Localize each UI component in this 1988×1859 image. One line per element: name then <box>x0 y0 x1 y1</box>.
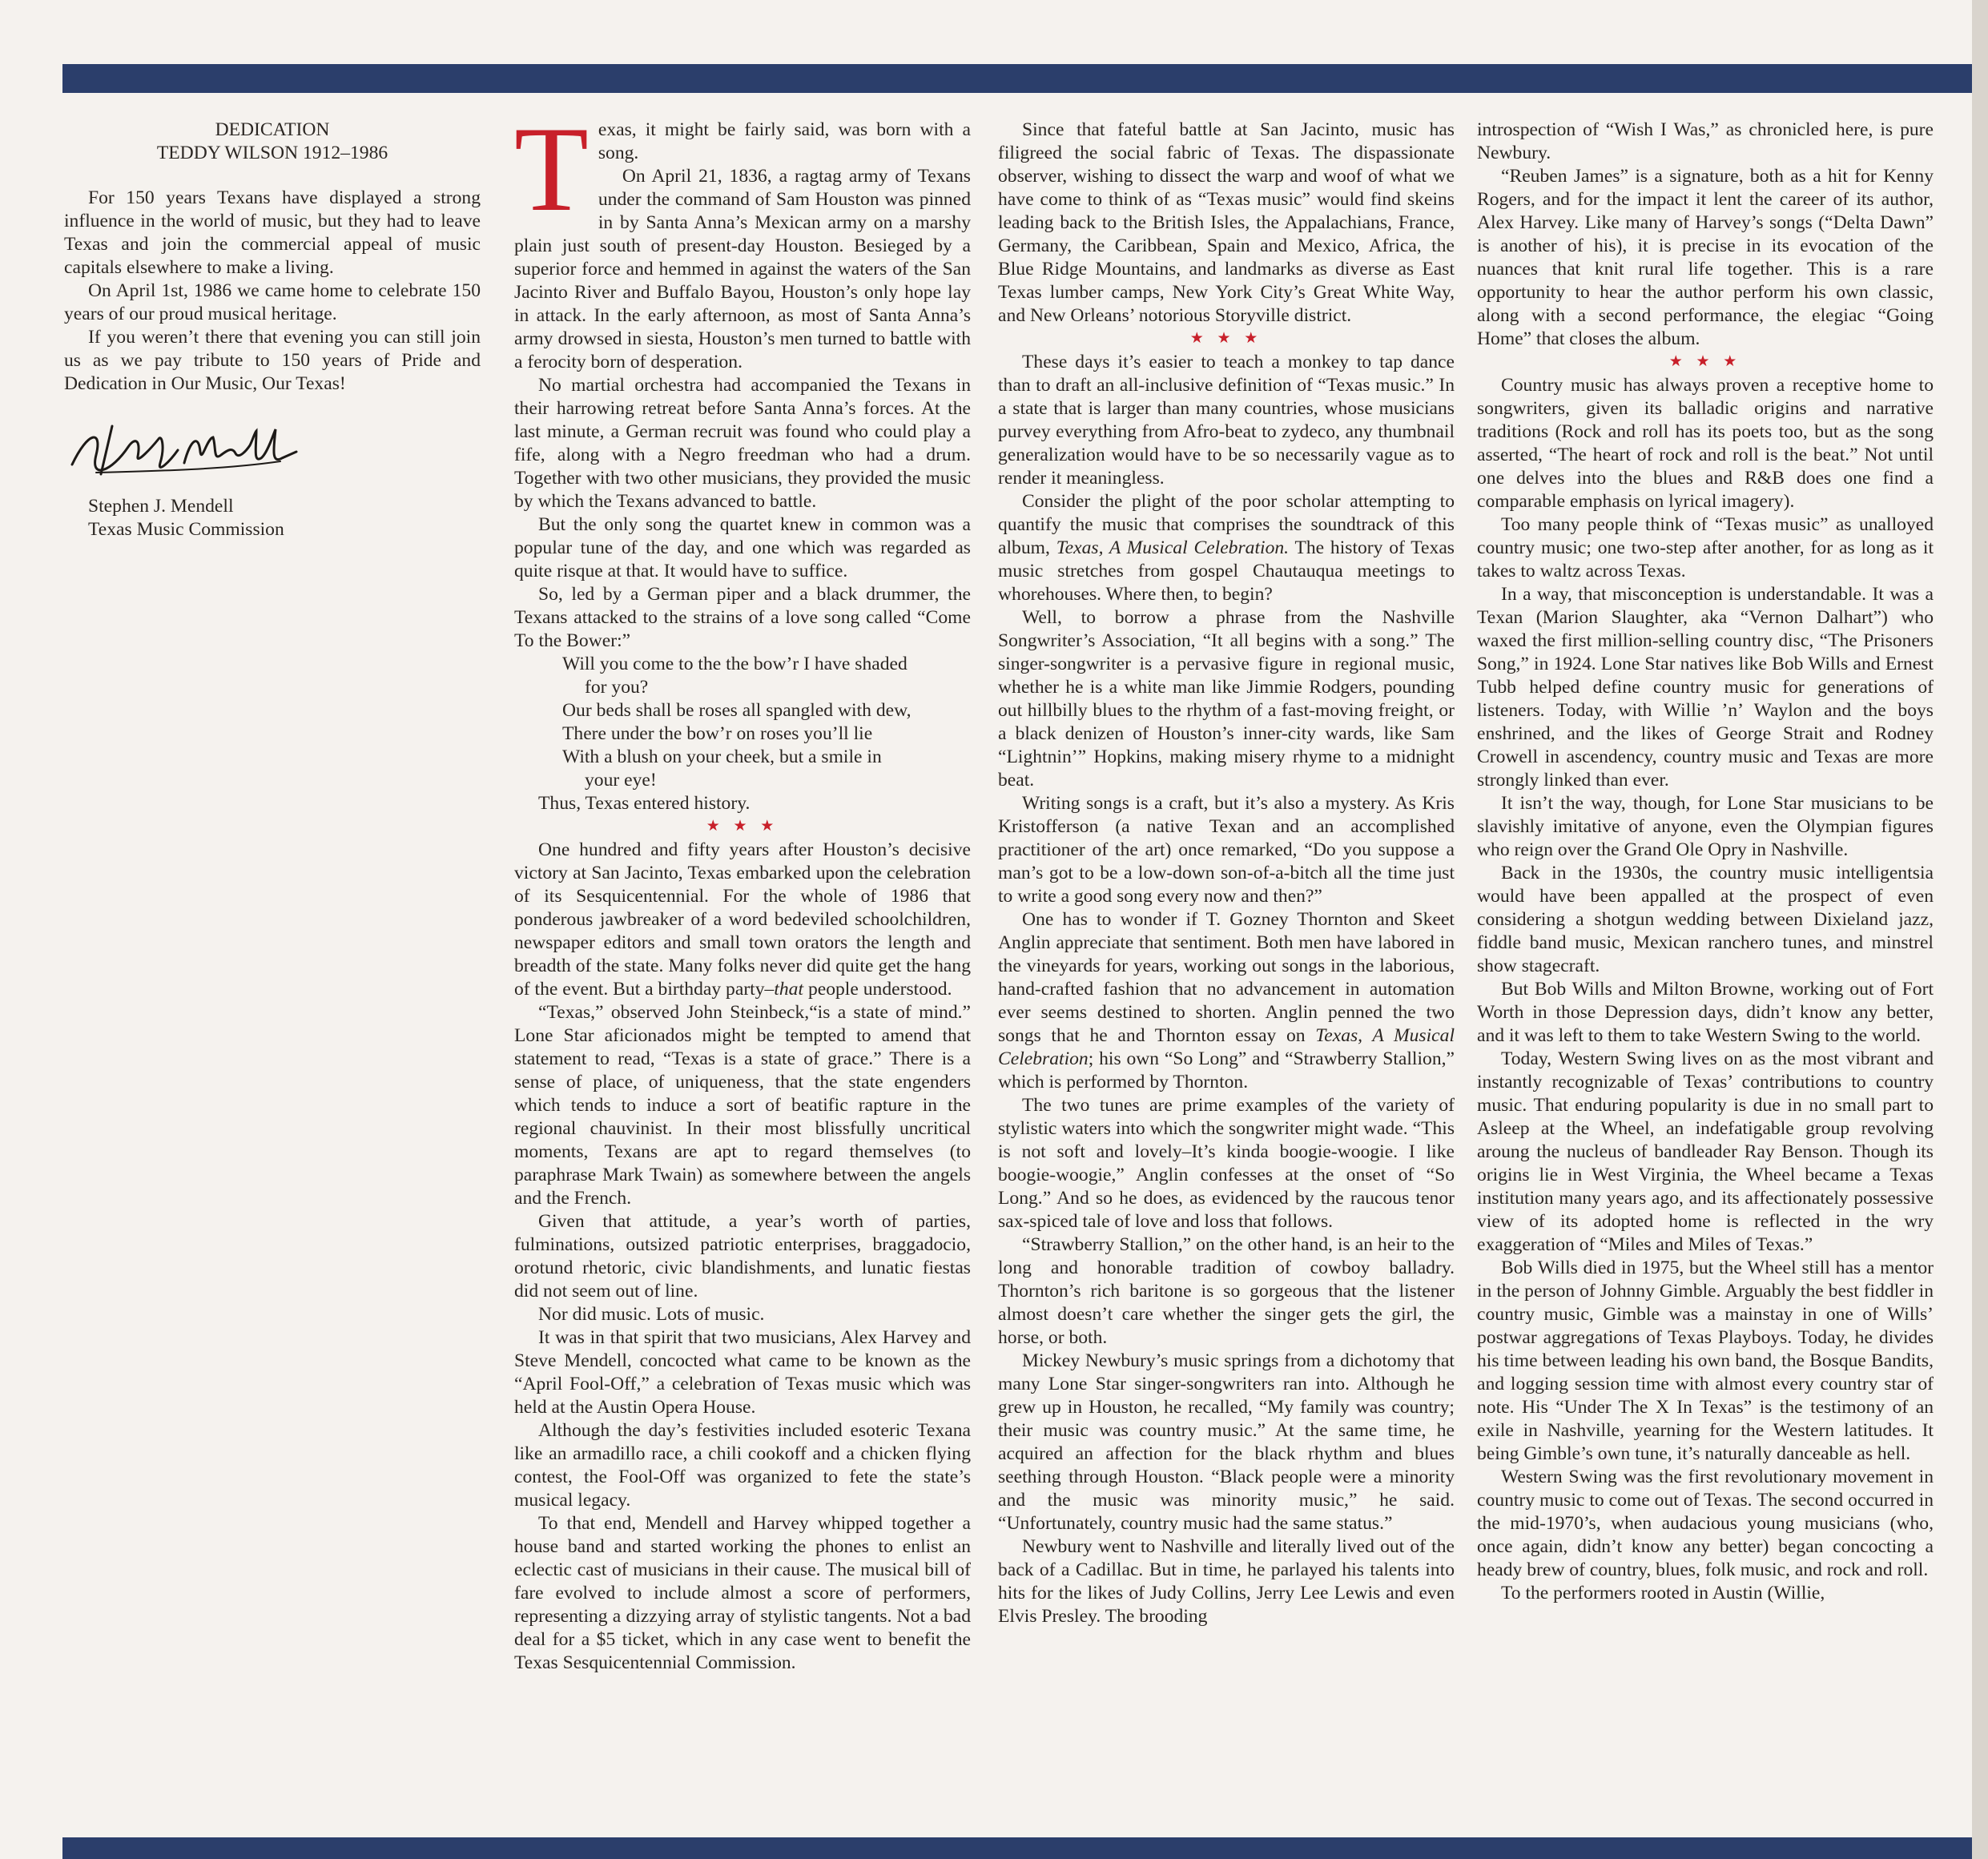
verse-line: for you? <box>585 677 649 698</box>
paragraph: Country music has always proven a receptive home to songwriters, given its balladic origins and narrative traditions (Rock and roll has its poets too, but as the song asserted, “The heart of rock and roll is the beat.” Not until one delves into the blues and R&B does one find a comparable emphasis on lyrical imagery). <box>1477 375 1934 512</box>
paragraph: It isn’t the way, though, for Lone Star musicians to be slavishly imitative of anyone, even the Olympian figures who reign over the Grand Ole Opry in Nashville. <box>1477 793 1934 860</box>
verse-line: Will you come to the the bow’r I have shaded <box>562 654 907 674</box>
paragraph: On April 21, 1836, a ragtag army of Texans under the command of Sam Houston was pinned in by Santa Anna’s Mexican army on a marshy plain just south of present-day Houston. Besieged by a superior force and hemmed in against the waters of the San Jacinto River and Buffalo Bayou, Houston’s only hope lay in attack. In the early afternoon, as most of Santa Anna’s army drowsed in siesta, Houston’s men turned to battle with a ferocity born of desperation. <box>514 166 971 372</box>
dedication-title: DEDICATION <box>215 119 330 140</box>
paragraph: These days it’s easier to teach a monkey to tap dance than to draft an all-inclusive definition of “Texas music.” In a state that is larger than many countries, whose musicians purvey everything from Afro-beat to zydeco, any thumbnail generalization would have to be so necessarily vague as to render it meaningless. <box>998 352 1455 489</box>
paragraph: One has to wonder if T. Gozney Thornton and Skeet Anglin appreciate that sentiment. Both men have labored in the vineyards for years, working out songs in the laborious, hand-crafted fashion that no advancement in automation ever seems destined to shorten. Anglin penned the two songs that he and Thornton essay on Texas, A Musical Celebration; his own “So Long” and “Strawberry Stallion,” which is performed by Thornton. <box>998 909 1455 1092</box>
drop-cap: T <box>514 102 589 236</box>
star-divider: ★ ★ ★ <box>1189 330 1263 347</box>
opening-paragraph: Texas, it might be fairly said, was born with a song. <box>514 102 971 236</box>
paragraph: Western Swing was the first revolutionary movement in country music to come out of Texas. The second occurred in the mid-1970’s, when audacious young musicians (who, once again, didn’t know any better) began concocting a heady brew of country, blues, folk music, and rock and roll. <box>1477 1467 1934 1580</box>
top-band <box>62 64 1988 93</box>
page-edge <box>1972 0 1988 1859</box>
paragraph: “Strawberry Stallion,” on the other hand, is an heir to the long and honorable tradition of cowboy balladry. Thornton’s rich baritone is so gorgeous that the listener almost doesn’t care whether the singer gets the girl, the horse, or both. <box>998 1234 1455 1348</box>
paragraph: Given that attitude, a year’s worth of parties, fulminations, outsized patriotic enterprises, braggadocio, orotund rhetoric, civic blandishments, and lunatic fiestas did not seem out of line. <box>514 1211 971 1302</box>
paragraph: introspection of “Wish I Was,” as chronicled here, is pure Newbury. <box>1477 119 1934 163</box>
verse-line: Our beds shall be roses all spangled with dew, <box>562 700 912 721</box>
signature-image <box>64 415 304 484</box>
paragraph: No martial orchestra had accompanied the Texans in their harrowing retreat before Santa Anna’s forces. At the last minute, a German recruit was found who could play a fife, along with a Negro freedman who had a drum. Together with two other musicians, they provided the music by which the Texans advanced to battle. <box>514 375 971 512</box>
paragraph: But the only song the quartet knew in common was a popular tune of the day, and one which was regarded as quite risque at that. It would have to suffice. <box>514 514 971 581</box>
dedication-column <box>64 119 481 541</box>
paragraph: “Texas,” observed John Steinbeck,“is a state of mind.” Lone Star aficionados might be tempted to amend that statement to read, “Texas is a state of grace.” There is a sense of place, of uniqueness, that the state engenders which tends to induce a sort of beatific rapture in the regional chauvinist. In their most blissfully uncritical moments, Texans are apt to regard themselves (to paraphrase Mark Twain) as somewhere between the angels and the French. <box>514 1002 971 1209</box>
paragraph: It was in that spirit that two musicians, Alex Harvey and Steve Mendell, concocted what came to be known as the “April Fool-Off,” a celebration of Texas music which was held at the Austin Opera House. <box>514 1327 971 1418</box>
dedication-subtitle: TEDDY WILSON 1912–1986 <box>156 143 388 163</box>
paragraph: So, led by a German piper and a black drummer, the Texans attacked to the strains of a love song called “Come To the Bower:” <box>514 584 971 651</box>
paragraph: Well, to borrow a phrase from the Nashville Songwriter’s Association, “It all begins with a song.” The singer-songwriter is a pervasive figure in regional music, whether he is a white man like Jimmie Rodgers, pounding out hillbilly blues to the rhythm of a fast-moving freight, or a black denizen of Houston’s inner-city wards, like Sam “Lightnin’” Hopkins, making misery rhyme to a midnight beat. <box>998 607 1455 791</box>
dedication-heading <box>64 119 481 165</box>
paragraph: Writing songs is a craft, but it’s also a mystery. As Kris Kristofferson (a native Texan and an accomplished practitioner of the art) once remarked, “Do you suppose a man’s got to be a low-down son-of-a-bitch all the time just to write a good song every now and then?” <box>998 793 1455 907</box>
paragraph: Too many people think of “Texas music” as unalloyed country music; one two-step after another, for as long as it takes to waltz across Texas. <box>1477 514 1934 581</box>
star-divider: ★ ★ ★ <box>1668 353 1742 370</box>
star-divider: ★ ★ ★ <box>706 818 779 835</box>
paragraph: The two tunes are prime examples of the variety of stylistic waters into which the songwriter might wade. “This is not soft and lovely–It’s kinda boogie-woogie. I like boogie-woogie,” Anglin confesses at the onset of “So Long.” And so he does, as evidenced by the raucous tenor sax-spiced tale of love and loss that follows. <box>998 1095 1455 1232</box>
paragraph: In a way, that misconception is understandable. It was a Texan (Marion Slaughter, aka “Vernon Dalhart”) who waxed the first million-selling country disc, “The Prisoners Song,” in 1924. Lone Star natives like Bob Wills and Ernest Tubb helped define country music for generations of listeners. Today, with Willie ’n’ Waylon and the boys enshrined, and the likes of George Strait and Rodney Crowell in ascendency, country music and Texas are more strongly linked than ever. <box>1477 584 1934 791</box>
paragraph: Thus, Texas entered history. <box>538 793 751 814</box>
bottom-band <box>62 1837 1988 1859</box>
paragraph: One hundred and fifty years after Houston’s decisive victory at San Jacinto, Texas embarked upon the celebration of its Sesquicentennial. For the whole of 1986 that ponderous jawbreaker of a word bedeviled schoolchildren, newspaper editors and small town orators the length and breadth of the state. Many folks never did quite get the hang of the event. But a birthday party–that people understood. <box>514 839 971 1000</box>
paragraph: To the performers rooted in Austin (Willie, <box>1501 1583 1825 1603</box>
paragraph: Consider the plight of the poor scholar attempting to quantify the music that comprises the soundtrack of this album, Texas, A Musical Celebration. The history of Texas music stretches from gospel Chautauqua meetings to whorehouses. Where then, to begin? <box>998 491 1455 605</box>
article-column-2 <box>998 119 1455 1628</box>
verse-line: your eye! <box>585 770 657 791</box>
paragraph: Newbury went to Nashville and literally lived out of the back of a Cadillac. But in time, he parlayed his talents into hits for the likes of Judy Collins, Jerry Lee Lewis and even Elvis Presley. The brooding <box>998 1536 1455 1627</box>
signer-name: Stephen J. Mendell <box>88 496 234 517</box>
verse-line: There under the bow’r on roses you’ll lie <box>562 723 873 744</box>
paragraph: To that end, Mendell and Harvey whipped together a house band and started working the phones to enlist an eclectic cast of musicians in their cause. The musical bill of fare evolved to include almost a score of performers, representing a dizzying array of stylistic tangents. Not a bad deal for a $5 ticket, which in any case went to benefit the Texas Sesquicentennial Commission. <box>514 1513 971 1673</box>
dedication-paragraph: For 150 years Texans have displayed a strong influence in the world of music, but they had to leave Texas and join the commercial appeal of music capitals elsewhere to make a living. <box>64 187 481 278</box>
article-column-1 <box>514 102 971 1675</box>
verse-line: With a blush on your cheek, but a smile in <box>562 746 882 767</box>
paragraph: Mickey Newbury’s music springs from a dichotomy that many Lone Star singer-songwriters ran into. Although he grew up in Houston, he recalled, “My family was country; their music was country music.” At the same time, he acquired an affection for the black rhythm and blues seething through Houston. “Black people were a minority and the music was minority music,” he said. “Unfortunately, country music had the same status.” <box>998 1350 1455 1534</box>
article-column-3 <box>1477 119 1934 1605</box>
dedication-paragraph: If you weren’t there that evening you can still join us as we pay tribute to 150 years of Pride and Dedication in Our Music, Our Texas! <box>64 327 481 394</box>
paragraph: But Bob Wills and Milton Browne, working out of Fort Worth in those Depression days, didn’t know any better, and it was left to them to take Western Swing to the world. <box>1477 979 1934 1046</box>
paragraph: Back in the 1930s, the country music intelligentsia would have been appalled at the prospect of even considering a shotgun wedding between Dixieland jazz, fiddle band music, Mexican ranchero tunes, and minstrel show stagecraft. <box>1477 863 1934 976</box>
song-verse <box>562 653 971 792</box>
paragraph: Today, Western Swing lives on as the most vibrant and instantly recognizable of Texas’ contributions to country music. That enduring popularity is due in no small part to Asleep at the Wheel, an indefatigable group revolving aroung the nucleus of bandleader Ray Benson. Though its origins lie in West Virginia, the Wheel became a Texas institution many years ago, and its affectionately possessive view of its adopted home is reflected in the wry exaggeration of “Miles and Miles of Texas.” <box>1477 1048 1934 1255</box>
paragraph: Since that fateful battle at San Jacinto, music has filigreed the social fabric of Texas. The dispassionate observer, wishing to dissect the warp and woof of what we have come to think of as “Texas music” would find skeins leading back to the British Isles, the Appalachians, France, Germany, the Caribbean, Spain and Mexico, Africa, the Blue Ridge Mountains, and landmarks as diverse as East Texas lumber camps, New York City’s Great White Way, and New Orleans’ notorious Storyville district. <box>998 119 1455 326</box>
paragraph: “Reuben James” is a signature, both as a hit for Kenny Rogers, and for the impact it lent the career of its author, Alex Harvey. Like many of Harvey’s songs (“Delta Dawn” is another of his), it is precise in its evocation of the nuances that knit rural life together. This is a rare opportunity to hear the author perform his own classic, along with a second performance, the elegiac “Going Home” that closes the album. <box>1477 166 1934 349</box>
dedication-paragraph: On April 1st, 1986 we came home to celebrate 150 years of our proud musical heritage. <box>64 280 481 324</box>
signer-organization: Texas Music Commission <box>88 519 284 540</box>
paragraph: Nor did music. Lots of music. <box>538 1304 765 1325</box>
paragraph: Although the day’s festivities included esoteric Texana like an armadillo race, a chili cookoff and a chicken flying contest, the Fool-Off was organized to fete the state’s musical legacy. <box>514 1420 971 1511</box>
paragraph: Bob Wills died in 1975, but the Wheel still has a mentor in the person of Johnny Gimble. Arguably the best fiddler in country music, Gimble was a mainstay in one of Wills’ postwar aggregations of Texas Playboys. Today, he divides his time between leading his own band, the Bosque Bandits, and logging session time with almost every country star of note. His “Under The X In Texas” is the testimony of an exile in Nashville, yearning for the Western latitudes. It being Gimble’s own tune, it’s naturally danceable as hell. <box>1477 1257 1934 1464</box>
